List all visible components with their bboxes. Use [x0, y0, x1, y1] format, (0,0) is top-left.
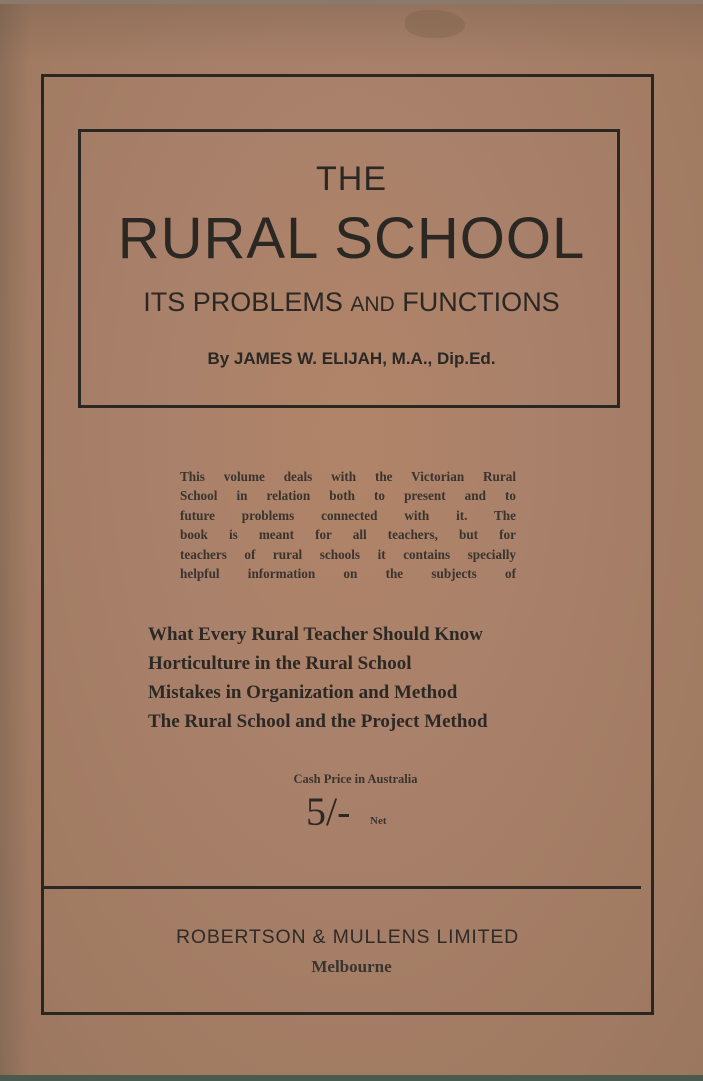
blurb-line: book is meant for all teachers, but for	[180, 527, 516, 543]
book-title: RURAL SCHOOL	[117, 206, 586, 271]
subtitle-part-1: ITS PROBLEMS	[143, 287, 351, 317]
price-suffix: Net	[370, 815, 387, 827]
background-strip	[0, 1075, 703, 1081]
publisher-divider-line	[41, 886, 641, 889]
publisher-name: ROBERTSON & MULLENS LIMITED	[175, 926, 520, 948]
author-line: By JAMES W. ELIJAH, M.A., Dip.Ed.	[207, 349, 496, 368]
title-prefix: THE	[316, 160, 387, 198]
blurb-line: This volume deals with the Victorian Rural	[180, 469, 516, 484]
topic-item: Horticulture in the Rural School	[148, 653, 412, 674]
paper-stain	[405, 10, 465, 38]
topics-list	[148, 620, 548, 736]
description-blurb	[180, 467, 516, 583]
blurb-line: School in relation both to present and to	[180, 488, 516, 504]
topic-item: Mistakes in Organization and Method	[148, 682, 458, 703]
book-subtitle	[0, 287, 703, 318]
blurb-line: helpful information on the subjects of	[180, 566, 516, 582]
topic-item: The Rural School and the Project Method	[148, 711, 488, 732]
subtitle-part-3: FUNCTIONS	[394, 287, 560, 317]
price-amount: 5/-	[306, 789, 351, 834]
price-label: Cash Price in Australia	[293, 772, 418, 786]
subtitle-part-2: AND	[350, 293, 395, 316]
topic-item: What Every Rural Teacher Should Know	[148, 624, 483, 645]
blurb-line: teachers of rural schools it contains specially	[180, 546, 516, 562]
blurb-line: future problems connected with it. The	[180, 507, 516, 523]
publisher-city: Melbourne	[311, 957, 392, 976]
